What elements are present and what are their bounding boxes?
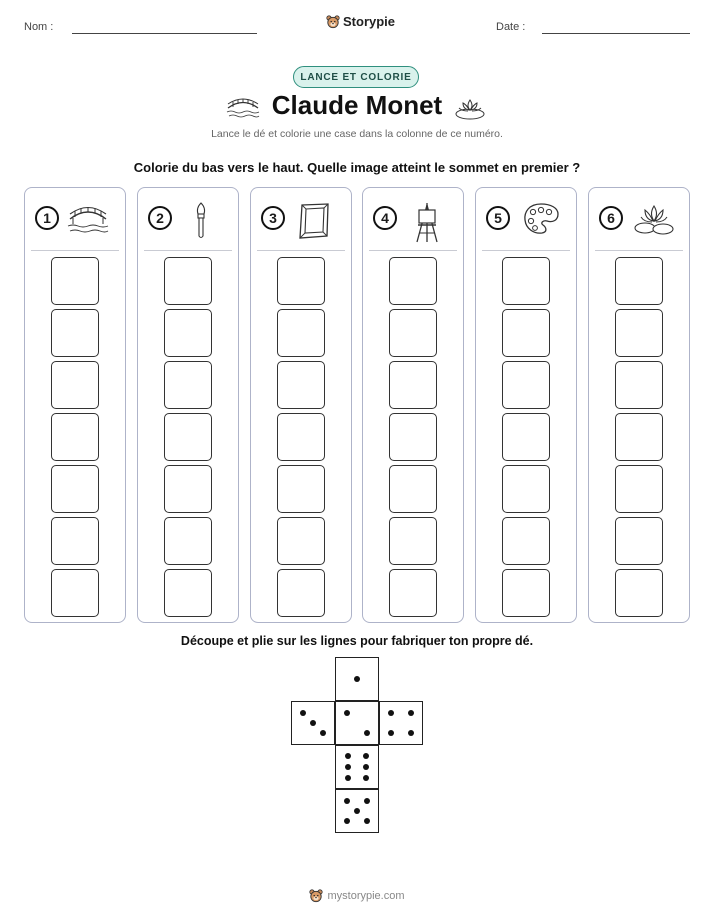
- die-pip: [408, 730, 414, 736]
- color-box[interactable]: [615, 465, 663, 513]
- name-label: Nom :: [24, 21, 54, 33]
- easel-icon: [413, 202, 441, 244]
- die-pip: [388, 710, 394, 716]
- column-header: [25, 188, 125, 250]
- color-box[interactable]: [502, 309, 550, 357]
- color-box[interactable]: [51, 517, 99, 565]
- color-box[interactable]: [615, 309, 663, 357]
- color-box[interactable]: [389, 517, 437, 565]
- water-lily-icon: [454, 95, 486, 121]
- date-label: Date :: [496, 21, 526, 33]
- color-box[interactable]: [615, 413, 663, 461]
- column-6: [588, 187, 690, 623]
- die-pip: [364, 798, 370, 804]
- color-box[interactable]: [164, 465, 212, 513]
- color-box[interactable]: [277, 413, 325, 461]
- color-box[interactable]: [389, 413, 437, 461]
- brand-logo: [326, 14, 395, 29]
- color-box[interactable]: [164, 569, 212, 617]
- die-pip: [354, 808, 360, 814]
- color-box[interactable]: [615, 517, 663, 565]
- color-box[interactable]: [164, 361, 212, 409]
- die-pip: [363, 753, 369, 759]
- color-box[interactable]: [51, 465, 99, 513]
- column-number: 3: [261, 206, 285, 230]
- color-box[interactable]: [164, 413, 212, 461]
- date-line: [542, 33, 690, 34]
- color-box[interactable]: [502, 569, 550, 617]
- brand-name: Storypie: [343, 14, 396, 29]
- die-pip: [388, 730, 394, 736]
- color-box[interactable]: [277, 309, 325, 357]
- instruction: Colorie du bas vers le haut. Quelle image atteint le sommet en premier ?: [133, 160, 581, 175]
- die-face-4: [379, 701, 423, 745]
- die-face-1: [335, 657, 379, 701]
- color-box[interactable]: [277, 257, 325, 305]
- color-box[interactable]: [389, 465, 437, 513]
- activity-badge: LANCE ET COLORIE: [293, 66, 419, 88]
- color-box[interactable]: [51, 413, 99, 461]
- die-pip: [363, 775, 369, 781]
- column-divider: [369, 250, 457, 251]
- column-2: [137, 187, 239, 623]
- die-pip: [354, 676, 360, 682]
- die-face-2: [335, 701, 379, 745]
- die-pip: [344, 798, 350, 804]
- die-pip: [344, 818, 350, 824]
- subtitle: Lance le dé et colorie une case dans la colonne de ce numéro.: [211, 128, 503, 140]
- color-box[interactable]: [389, 309, 437, 357]
- column-number: 6: [599, 206, 623, 230]
- die-pip: [345, 775, 351, 781]
- color-box[interactable]: [615, 257, 663, 305]
- die-pip: [345, 764, 351, 770]
- die-face-5: [335, 789, 379, 833]
- column-number: 1: [35, 206, 59, 230]
- color-box[interactable]: [502, 361, 550, 409]
- column-header: [363, 188, 463, 250]
- die-pip: [320, 730, 326, 736]
- color-box[interactable]: [277, 361, 325, 409]
- die-pip: [408, 710, 414, 716]
- die-face-3: [291, 701, 335, 745]
- japanese-bridge-icon: [67, 202, 109, 236]
- column-number: 5: [486, 206, 510, 230]
- column-divider: [482, 250, 570, 251]
- water-lily-icon: [633, 202, 675, 238]
- paintbrush-icon: [194, 202, 208, 240]
- name-line: [72, 33, 257, 34]
- column-number: 4: [373, 206, 397, 230]
- color-box[interactable]: [164, 517, 212, 565]
- column-5: [475, 187, 577, 623]
- column-header: [138, 188, 238, 250]
- color-box[interactable]: [389, 257, 437, 305]
- color-box[interactable]: [502, 465, 550, 513]
- cut-instruction: Découpe et plie sur les lignes pour fabriquer ton propre dé.: [180, 634, 534, 648]
- color-box[interactable]: [502, 517, 550, 565]
- column-number: 2: [148, 206, 172, 230]
- page-title: Claude Monet: [271, 90, 443, 120]
- column-divider: [144, 250, 232, 251]
- color-box[interactable]: [277, 569, 325, 617]
- color-box[interactable]: [502, 257, 550, 305]
- column-header: [476, 188, 576, 250]
- color-box[interactable]: [389, 361, 437, 409]
- picture-frame-icon: [297, 202, 331, 240]
- palette-icon: [522, 202, 560, 236]
- column-divider: [257, 250, 345, 251]
- color-box[interactable]: [389, 569, 437, 617]
- color-box[interactable]: [51, 569, 99, 617]
- column-divider: [595, 250, 683, 251]
- bear-mascot-icon: [326, 15, 340, 29]
- die-face-6: [335, 745, 379, 789]
- bear-mascot-icon: [309, 889, 323, 903]
- die-pip: [300, 710, 306, 716]
- column-header: [251, 188, 351, 250]
- die-pip: [364, 730, 370, 736]
- color-box[interactable]: [51, 257, 99, 305]
- footer-url[interactable]: mystorypie.com: [327, 890, 405, 902]
- footer: [0, 889, 714, 903]
- color-box[interactable]: [164, 309, 212, 357]
- column-divider: [31, 250, 119, 251]
- color-box[interactable]: [277, 517, 325, 565]
- column-4: [362, 187, 464, 623]
- color-box[interactable]: [51, 361, 99, 409]
- column-3: [250, 187, 352, 623]
- die-pip: [363, 764, 369, 770]
- die-pip: [345, 753, 351, 759]
- color-box[interactable]: [615, 569, 663, 617]
- color-box[interactable]: [51, 309, 99, 357]
- color-box[interactable]: [615, 361, 663, 409]
- column-header: [589, 188, 689, 250]
- column-1: [24, 187, 126, 623]
- die-pip: [310, 720, 316, 726]
- die-pip: [364, 818, 370, 824]
- color-box[interactable]: [277, 465, 325, 513]
- color-box[interactable]: [502, 413, 550, 461]
- die-pip: [344, 710, 350, 716]
- color-box[interactable]: [164, 257, 212, 305]
